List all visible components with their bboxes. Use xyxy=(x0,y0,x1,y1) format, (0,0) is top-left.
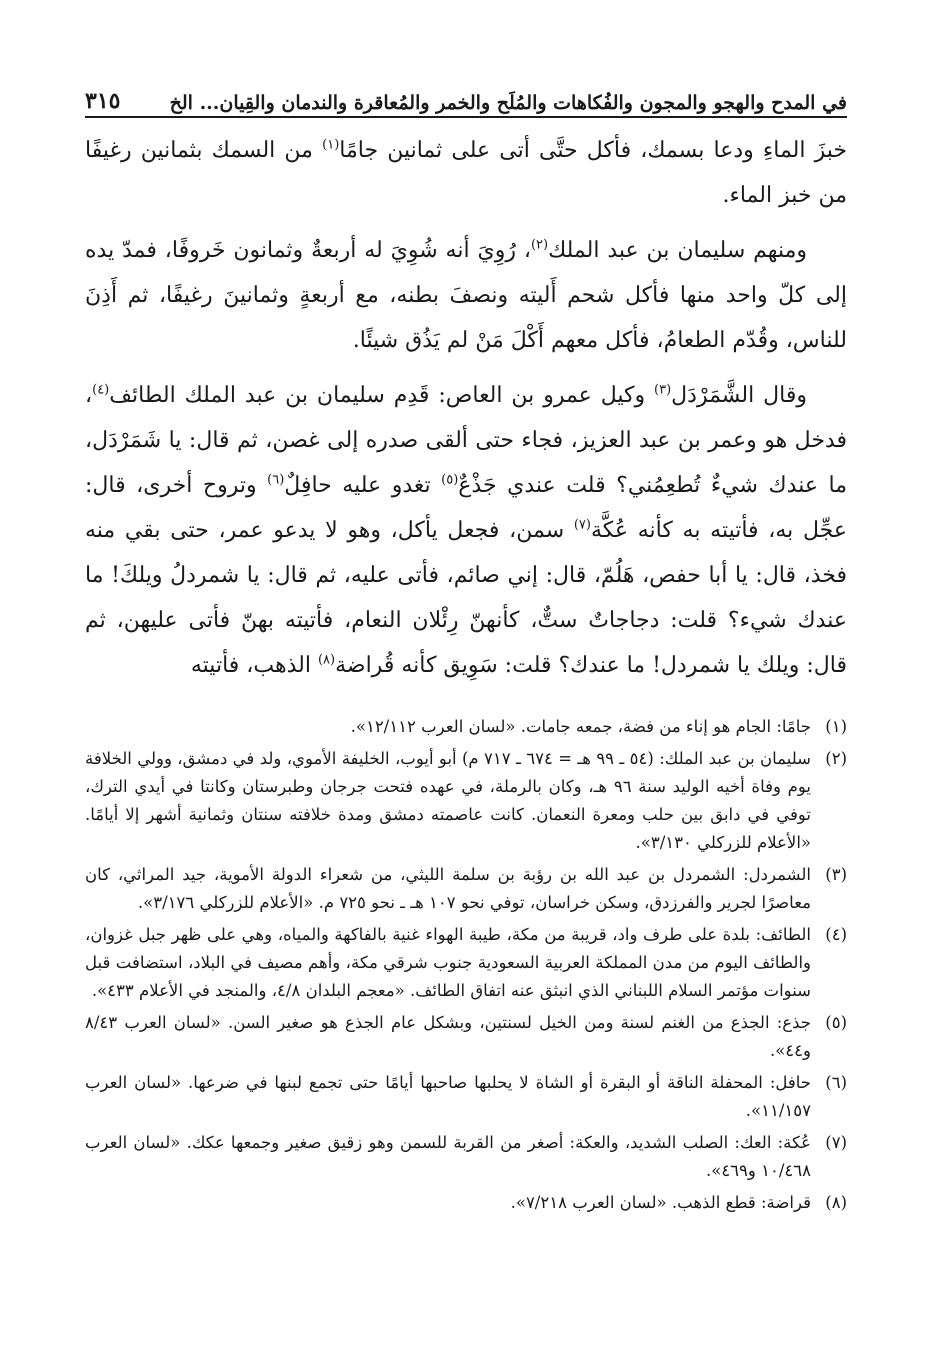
footnote-number: (٥) xyxy=(825,1013,847,1032)
footnotes xyxy=(85,713,847,1221)
running-title: في المدح والهجو والمجون والفُكاهات والمُلَح والخمر والمُعاقرة والندمان والقِيان... الخ xyxy=(169,92,847,114)
page-header xyxy=(85,70,847,118)
text-run: الذهب، فأتيته xyxy=(190,653,318,678)
footnote-item xyxy=(85,861,847,917)
paragraph-2 xyxy=(85,228,847,363)
footnote-reference: (٨) xyxy=(317,652,336,668)
text-run: تغدو عليه حافِلٌ xyxy=(284,473,442,498)
footnote-text: الطائف: بلدة على طرف واد، قريبة من مكة، طيبة الهواء غنية بالفاكهة والمياه، وهي على ظهر جبل غزوان، والطائف اليوم من مدن المملكة العربية السعودية جنوب شرقي مكة، وأهم مصيف في البلاد، استضافت قبل سنوات مؤتمر السلام اللبناني الذي انبثق عنه اتفاق الطائف. «معجم البلدان ٤/٨، والمنجد في الأعلام ٤٣٣». xyxy=(85,925,811,1000)
footnote-number: (١) xyxy=(825,717,847,736)
footnote-number: (٣) xyxy=(825,865,847,884)
footnote-item xyxy=(85,1009,847,1065)
footnote-item xyxy=(85,921,847,1005)
footnote-text: قراضة: قطع الذهب. «لسان العرب ٧/٢١٨». xyxy=(510,1193,811,1212)
footnote-text: حافل: المحفلة الناقة أو البقرة أو الشاة لا يحلبها صاحبها أيامًا حتى تجمع لبنها في ضرعها. «لسان العرب ١١/١٥٧». xyxy=(85,1073,811,1120)
footnote-text: الشمردل: الشمردل بن عبد الله بن رؤبة بن سلمة الليثي، من شعراء الدولة الأموية، جيد المراثي، كان معاصرًا لجرير والفرزدق، وسكن خراسان، توفي نحو ١٠٧ هـ ـ نحو ٧٢٥ م. «الأعلام للزركلي ٣/١٧٦». xyxy=(85,865,811,912)
text-run: ، رُوِيَ أنه شُوِيَ له أربعةٌ وثمانون خَروفًا، فمدّ يده إلى كلّ واحد منها فأكل شحم أَليته ونصفَ بطنه، مع أربعةٍ وثمانينَ رغيفًا، ثم أَذِنَ للناس، وقُدّم الطعامُ، فأكل معهم أَكْلَ مَنْ لم يَذُق شيئًا. xyxy=(85,238,847,353)
footnote-reference: (٦) xyxy=(267,472,285,488)
footnote-text: عُكة: العك: الصلب الشديد، والعكة: أصغر من القربة للسمن وهو زقيق صغير وجمعها عكك. «لسان العرب ١٠/٤٦٨ و٤٦٩». xyxy=(85,1133,811,1180)
footnote-item xyxy=(85,745,847,857)
footnote-item xyxy=(85,1189,847,1217)
footnote-reference: (٣) xyxy=(654,382,672,398)
footnote-number: (٦) xyxy=(825,1073,847,1092)
footnote-text: سليمان بن عبد الملك: (٥٤ ـ ٩٩ هـ = ٦٧٤ ـ ٧١٧ م) أبو أيوب، الخليفة الأموي، ولد في دمشق، وولي الخلافة يوم وفاة أخيه الوليد سنة ٩٦ هـ، وكان بالرملة، في عهده فتحت جرجان وطبرستان وكانتا في أيدي الترك، توفي في دابق بين حلب ومعرة النعمان. كانت عاصمته دمشق ومدة خلافته سنتان وثمانية أشهر إلا أيامًا. «الأعلام للزركلي ٣/١٣٠». xyxy=(85,749,811,852)
paragraph-1 xyxy=(85,128,847,218)
page-number: ٣١٥ xyxy=(85,88,121,114)
text-run: وقال الشَّمَرْدَل xyxy=(671,383,807,408)
footnote-reference: (٧) xyxy=(573,517,591,533)
footnote-text: جذع: الجذع من الغنم لسنة ومن الخيل لسنتين، وبشكل عام الجذع هو صغير السن. «لسان العرب ٨/٤٣ و٤٤». xyxy=(85,1013,811,1060)
footnote-number: (٧) xyxy=(825,1133,847,1152)
footnote-item xyxy=(85,1129,847,1185)
footnote-reference: (٥) xyxy=(441,472,459,488)
footnote-item xyxy=(85,1069,847,1125)
main-text xyxy=(85,128,847,688)
text-run: ، فدخل هو وعمر بن عبد العزيز، فجاء حتى ألقى صدره إلى غصن، ثم قال: يا شَمَرْدَل، ما عندك شيءٌ تُطعِمُني؟ قلت عندي جَذْعٌ xyxy=(85,383,847,498)
paragraph-3 xyxy=(85,373,847,688)
footnote-item xyxy=(85,713,847,741)
footnote-reference: (٢) xyxy=(530,237,549,253)
book-page xyxy=(85,70,848,1212)
footnote-reference: (٤) xyxy=(92,382,110,398)
footnote-number: (٨) xyxy=(825,1193,847,1212)
text-run: وتروح أخرى، قال: عجِّل به، فأتيته به كأنه عُكَّة xyxy=(85,473,847,543)
footnote-text: جامًا: الجام هو إناء من فضة، جمعه جامات. «لسان العرب ١٢/١١٢». xyxy=(350,717,811,736)
footnote-reference: (١) xyxy=(322,137,340,153)
text-run: وكيل عمرو بن العاص: قَدِم سليمان بن عبد الملك الطائف xyxy=(109,383,655,408)
text-run: سمن، فجعل يأكل، وهو لا يدعو عمر، حتى بقي منه فخذ، قال: يا أبا حفص، هَلُمّ، قال: إني صائم، فأتى عليه، ثم قال: يا شمردلُ ويلكَ! ما عندك شيء؟ قلت: دجاجاتٌ ستٌّ، كأنهنّ رِئْلان النعام، فأتيته بهنّ فأتى عليهن، ثم قال: ويلك يا شمردل! ما عندك؟ قلت: سَوِيق كأنه قُراضة xyxy=(85,518,847,678)
footnote-number: (٢) xyxy=(825,749,847,768)
footnote-number: (٤) xyxy=(825,925,847,944)
text-run: من السمك بثمانين رغيفًا من خبز الماء. xyxy=(85,138,847,208)
text-run: خبزَ الماءِ ودعا بسمك، فأكل حتَّى أتى على ثمانين جامًا xyxy=(339,138,848,163)
text-run: ومنهم سليمان بن عبد الملك xyxy=(548,238,807,263)
